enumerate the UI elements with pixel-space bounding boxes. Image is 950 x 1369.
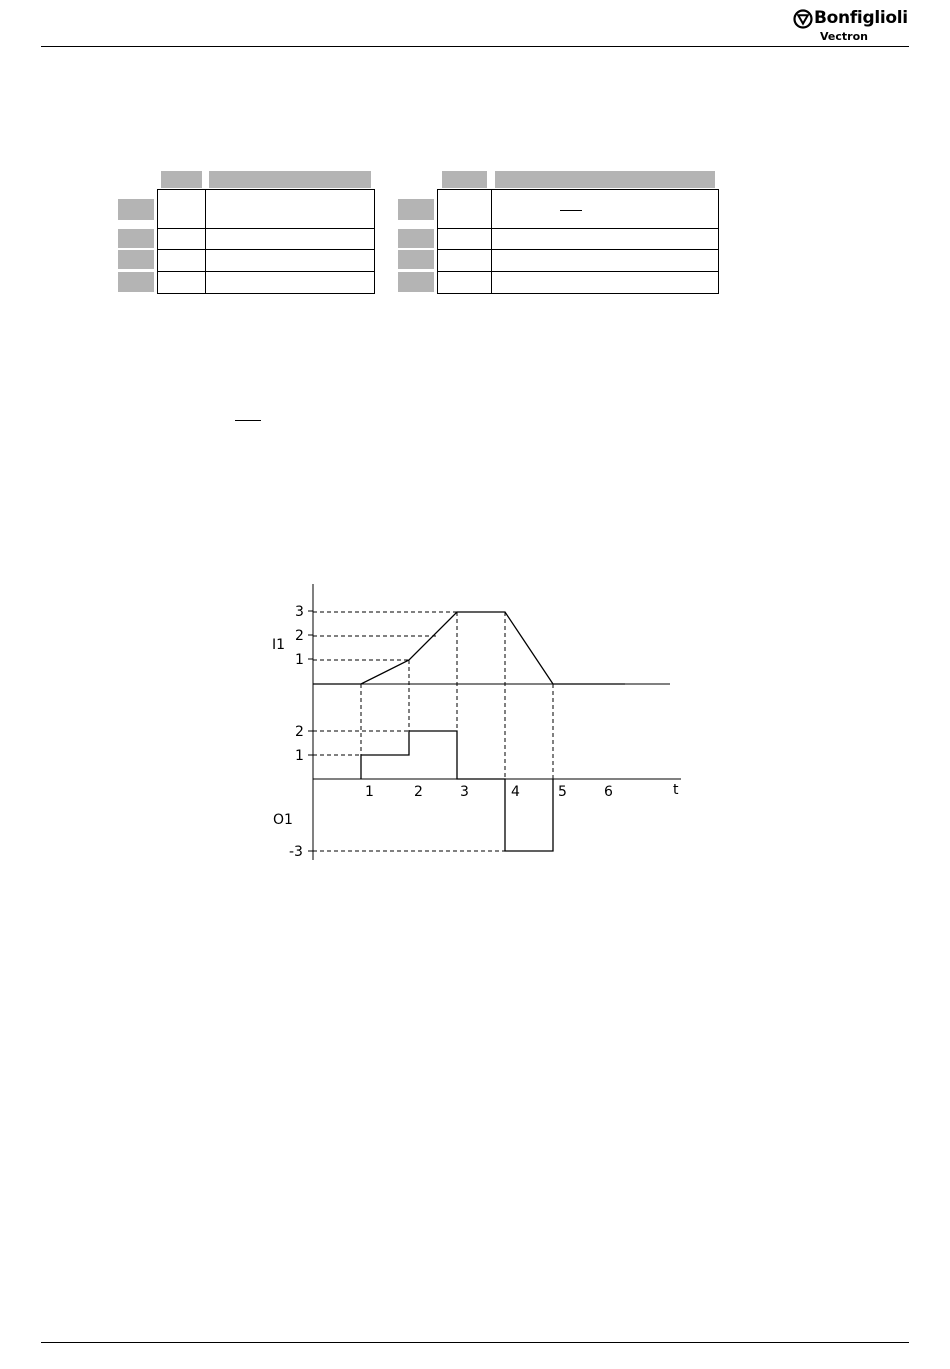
x-tick-label: 3 xyxy=(460,784,469,800)
x-tick-label: 2 xyxy=(414,784,423,800)
x-tick-label: 5 xyxy=(558,784,567,800)
y-tick-label: 3 xyxy=(295,604,304,620)
y-tick-label: 1 xyxy=(295,652,304,668)
panel-label-o1: O1 xyxy=(273,812,293,828)
y-tick-label: 2 xyxy=(295,724,304,740)
brand-name: Bonfiglioli xyxy=(814,8,908,28)
x-axis-label: t xyxy=(673,782,679,798)
y-tick-label: 2 xyxy=(295,628,304,644)
x-tick-label: 6 xyxy=(604,784,613,800)
y-tick-label: -3 xyxy=(289,844,303,860)
y-tick-label: 1 xyxy=(295,748,304,764)
x-tick-label: 1 xyxy=(365,784,374,800)
x-tick-label: 4 xyxy=(511,784,520,800)
brand-subname: Vectron xyxy=(820,30,868,43)
series-i1-line xyxy=(313,612,625,684)
series-o1-line xyxy=(361,731,553,851)
footer-rule xyxy=(41,1342,909,1343)
panel-label-i1: I1 xyxy=(272,637,286,653)
